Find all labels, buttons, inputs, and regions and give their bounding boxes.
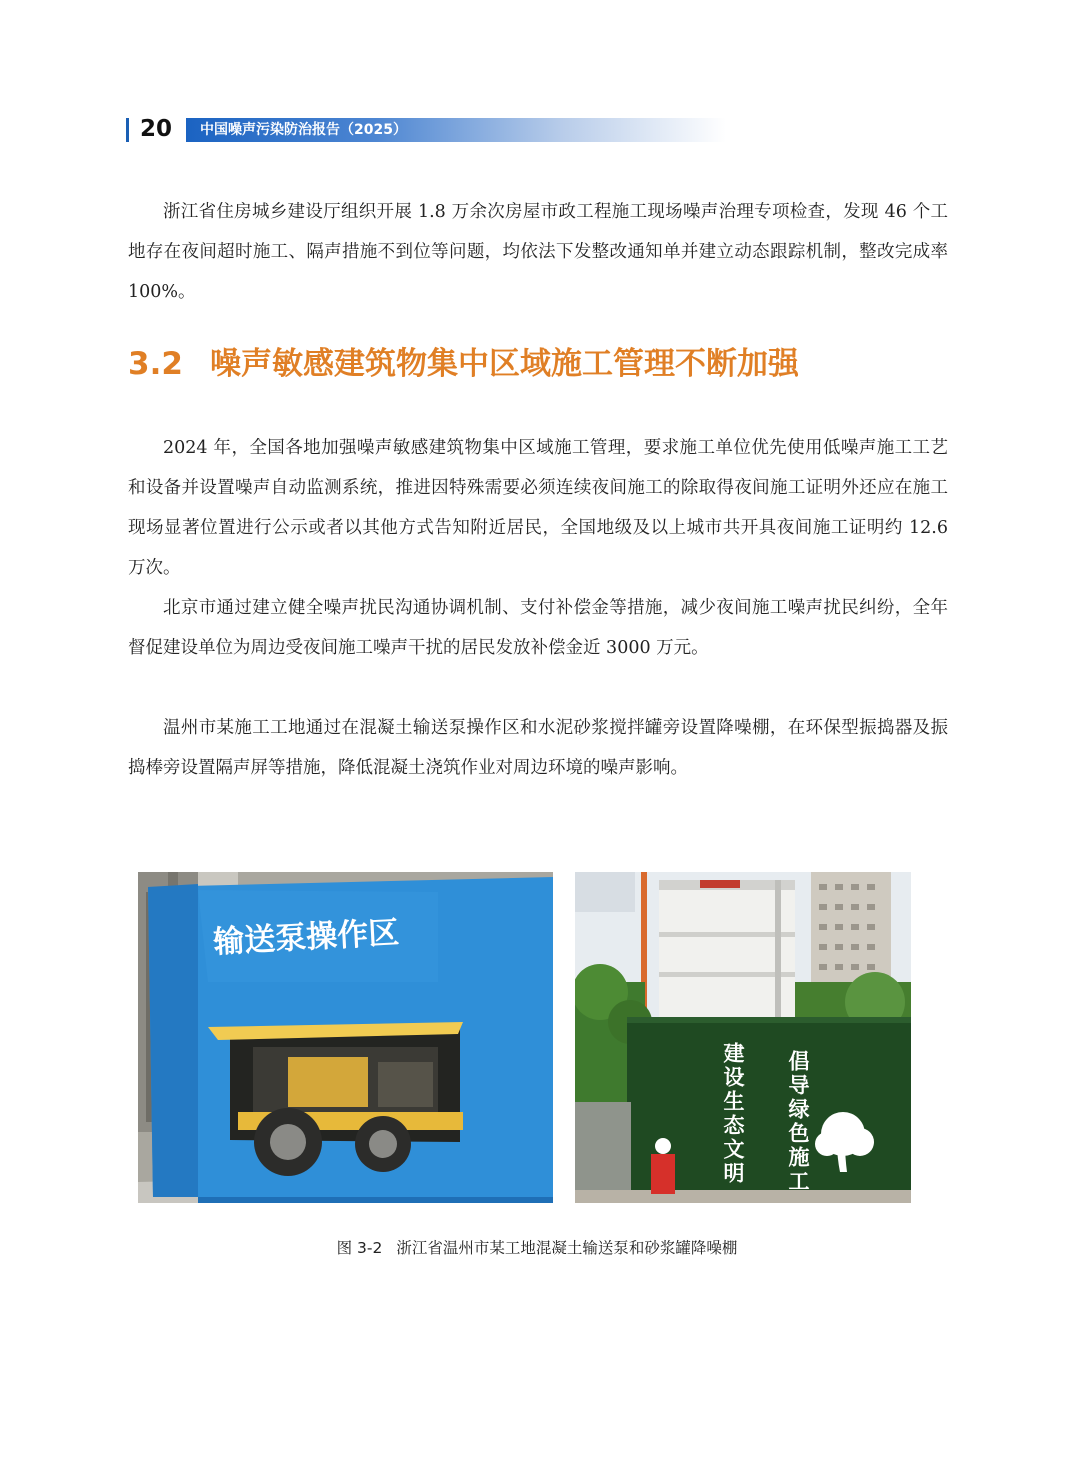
figure-caption-text: 浙江省温州市某工地混凝土输送泵和砂浆罐降噪棚 <box>396 1239 738 1257</box>
section-title: 噪声敏感建筑物集中区域施工管理不断加强 <box>210 346 799 382</box>
section-number: 3.2 <box>128 346 183 382</box>
green-wall-slogan-2: 倡导绿色施工 <box>786 1050 810 1194</box>
figure-label: 图 3-2 <box>336 1239 383 1257</box>
paragraph-national-management: 2024 年，全国各地加强噪声敏感建筑物集中区域施工管理，要求施工单位优先使用低噪声施工工艺和设备并设置噪声自动监测系统，推进因特殊需要必须连续夜间施工的除取得夜间施工证明外还应在施工现场显著位置进行公示或者以其他方式告知附近居民，全国地级及以上城市共开具夜间施工证明约 12.6 万次。 <box>128 438 948 578</box>
paragraph-wenzhou: 温州市某施工工地通过在混凝土输送泵操作区和水泥砂浆搅拌罐旁设置降噪棚，在环保型振捣器及振捣棒旁设置隔声屏等措施，降低混凝土浇筑作业对周边环境的噪声影响。 <box>128 718 948 778</box>
green-wall-slogan-1: 建设生态文明 <box>721 1042 745 1186</box>
header-band <box>186 118 726 142</box>
figure-caption <box>0 1236 1074 1258</box>
photo-mortar-tank <box>575 872 911 1203</box>
paragraph-zhejiang-inspection: 浙江省住房城乡建设厅组织开展 1.8 万余次房屋市政工程施工现场噪声治理专项检查，发现 46 个工地存在夜间超时施工、隔声措施不到位等问题，均依法下发整改通知单并建立动态跟踪机制，整改完成率 100%。 <box>128 202 948 302</box>
report-title: 中国噪声污染防治报告（2025） <box>200 122 407 138</box>
running-header <box>126 115 746 143</box>
page-number: 20 <box>140 116 173 142</box>
pump-zone-sign: 输送泵操作区 <box>212 914 401 961</box>
paragraph-beijing: 北京市通过建立健全噪声扰民沟通协调机制、支付补偿金等措施，减少夜间施工噪声扰民纠纷，全年督促建设单位为周边受夜间施工噪声干扰的居民发放补偿金近 3000 万元。 <box>128 598 948 658</box>
section-heading <box>128 340 799 388</box>
photo-pump-tent <box>138 872 553 1203</box>
pump-tent-illustration <box>138 872 553 1203</box>
mortar-tank-illustration <box>575 872 911 1203</box>
header-rule <box>126 118 129 142</box>
